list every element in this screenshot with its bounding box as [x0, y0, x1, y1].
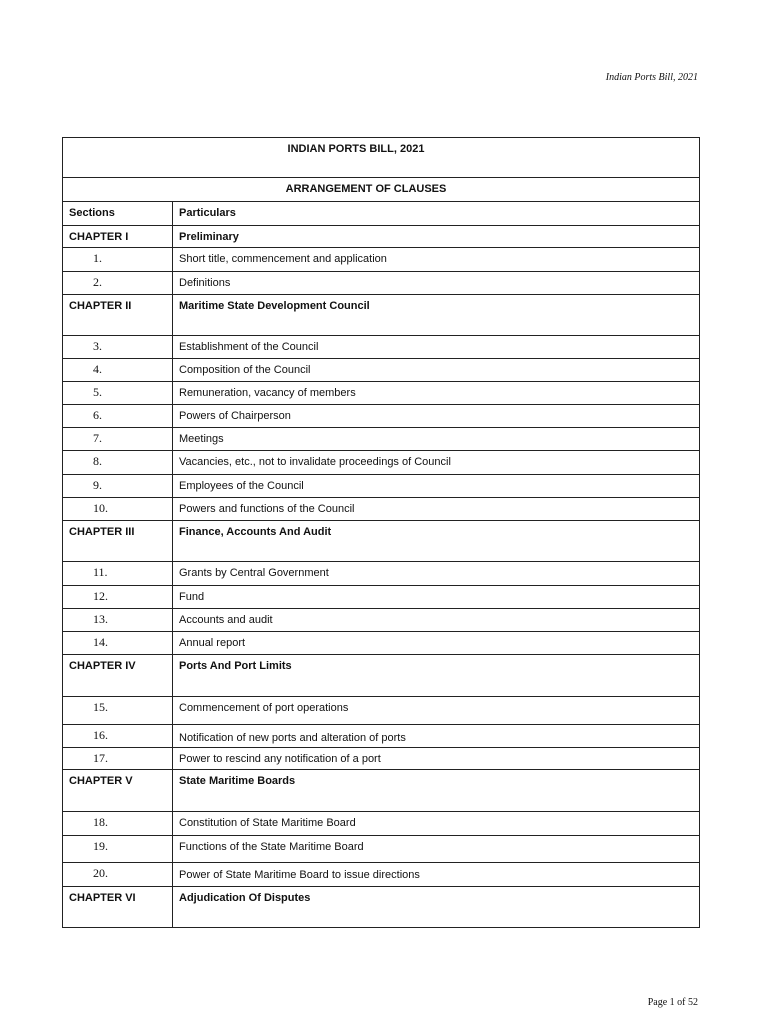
- chapter-title: Maritime State Development Council: [179, 300, 370, 312]
- clause-title: Accounts and audit: [179, 614, 273, 626]
- particulars-column-header: Particulars: [179, 207, 236, 219]
- arrangement-table: [62, 137, 700, 928]
- clause-row: [63, 836, 699, 863]
- clause-title: Powers of Chairperson: [179, 410, 291, 422]
- chapter-number: CHAPTER III: [63, 521, 173, 561]
- clause-title: Commencement of port operations: [179, 702, 349, 714]
- clause-number: 2.: [63, 272, 173, 294]
- clause-row: [63, 405, 699, 428]
- clause-title: Fund: [179, 591, 205, 603]
- clause-number: 12.: [63, 586, 173, 608]
- clause-row: [63, 812, 699, 836]
- clause-title: Vacancies, etc., not to invalidate proceedings of Council: [179, 456, 451, 468]
- chapter-row: [63, 770, 699, 812]
- chapter-row: [63, 521, 699, 562]
- clause-row: [63, 609, 699, 632]
- chapter-row: [63, 295, 699, 336]
- clause-number: 7.: [63, 428, 173, 450]
- running-header: Indian Ports Bill, 2021: [605, 72, 698, 83]
- chapter-title: Preliminary: [179, 231, 239, 243]
- chapter-title: Finance, Accounts And Audit: [179, 526, 332, 538]
- clause-number: 16.: [63, 725, 173, 747]
- clause-title: Short title, commencement and application: [179, 253, 387, 265]
- clause-number: 3.: [63, 336, 173, 358]
- clause-number: 15.: [63, 697, 173, 724]
- clause-title: Establishment of the Council: [179, 341, 319, 353]
- clause-row: [63, 748, 699, 770]
- clause-number: 14.: [63, 632, 173, 654]
- clause-row: [63, 725, 699, 748]
- sections-column-header: Sections: [63, 202, 173, 225]
- clause-title: Power of State Maritime Board to issue directions: [179, 869, 420, 881]
- column-header-row: [63, 202, 699, 226]
- clause-row: [63, 475, 699, 498]
- chapter-number: CHAPTER I: [63, 226, 173, 247]
- chapter-row: [63, 226, 699, 248]
- clause-title: Constitution of State Maritime Board: [179, 817, 356, 829]
- clause-title: Power to rescind any notification of a port: [179, 753, 381, 765]
- clause-number: 1.: [63, 248, 173, 271]
- clause-number: 17.: [63, 748, 173, 769]
- clause-number: 10.: [63, 498, 173, 520]
- clause-number: 13.: [63, 609, 173, 631]
- clause-row: [63, 336, 699, 359]
- clause-number: 18.: [63, 812, 173, 835]
- clause-row: [63, 586, 699, 609]
- clause-row: [63, 863, 699, 887]
- clause-number: 4.: [63, 359, 173, 381]
- clause-number: 6.: [63, 405, 173, 427]
- clause-row: [63, 359, 699, 382]
- clause-title: Meetings: [179, 433, 224, 445]
- chapter-number: CHAPTER IV: [63, 655, 173, 696]
- clause-title: Definitions: [179, 277, 231, 289]
- chapter-title: State Maritime Boards: [179, 775, 296, 787]
- clause-row: [63, 562, 699, 586]
- clause-title: Powers and functions of the Council: [179, 503, 355, 515]
- clause-row: [63, 498, 699, 521]
- clause-number: 5.: [63, 382, 173, 404]
- bill-title: INDIAN PORTS BILL, 2021: [287, 143, 425, 155]
- clause-row: [63, 382, 699, 405]
- chapter-title: Adjudication Of Disputes: [179, 892, 311, 904]
- chapter-number: CHAPTER II: [63, 295, 173, 335]
- chapter-title: Ports And Port Limits: [179, 660, 292, 672]
- clause-number: 19.: [63, 836, 173, 862]
- clause-title: Grants by Central Government: [179, 567, 329, 579]
- arrangement-heading-row: [63, 178, 699, 202]
- page-number: Page 1 of 52: [647, 997, 698, 1008]
- clause-row: [63, 428, 699, 451]
- clause-number: 20.: [63, 863, 173, 886]
- clause-row: [63, 697, 699, 725]
- arrangement-heading: ARRANGEMENT OF CLAUSES: [285, 183, 447, 195]
- clause-number: 11.: [63, 562, 173, 585]
- clause-title: Composition of the Council: [179, 364, 311, 376]
- clause-number: 9.: [63, 475, 173, 497]
- clause-number: 8.: [63, 451, 173, 474]
- chapter-row: [63, 655, 699, 697]
- clause-row: [63, 632, 699, 655]
- chapter-row: [63, 887, 699, 927]
- clause-title: Annual report: [179, 637, 246, 649]
- clause-title: Remuneration, vacancy of members: [179, 387, 356, 399]
- clause-row: [63, 272, 699, 295]
- clause-title: Employees of the Council: [179, 480, 304, 492]
- chapter-number: CHAPTER V: [63, 770, 173, 811]
- clause-row: [63, 248, 699, 272]
- chapter-number: CHAPTER VI: [63, 887, 173, 927]
- bill-title-row: [63, 138, 699, 178]
- clause-title: Notification of new ports and alteration of ports: [179, 732, 406, 744]
- clause-title: Functions of the State Maritime Board: [179, 841, 364, 853]
- clause-row: [63, 451, 699, 475]
